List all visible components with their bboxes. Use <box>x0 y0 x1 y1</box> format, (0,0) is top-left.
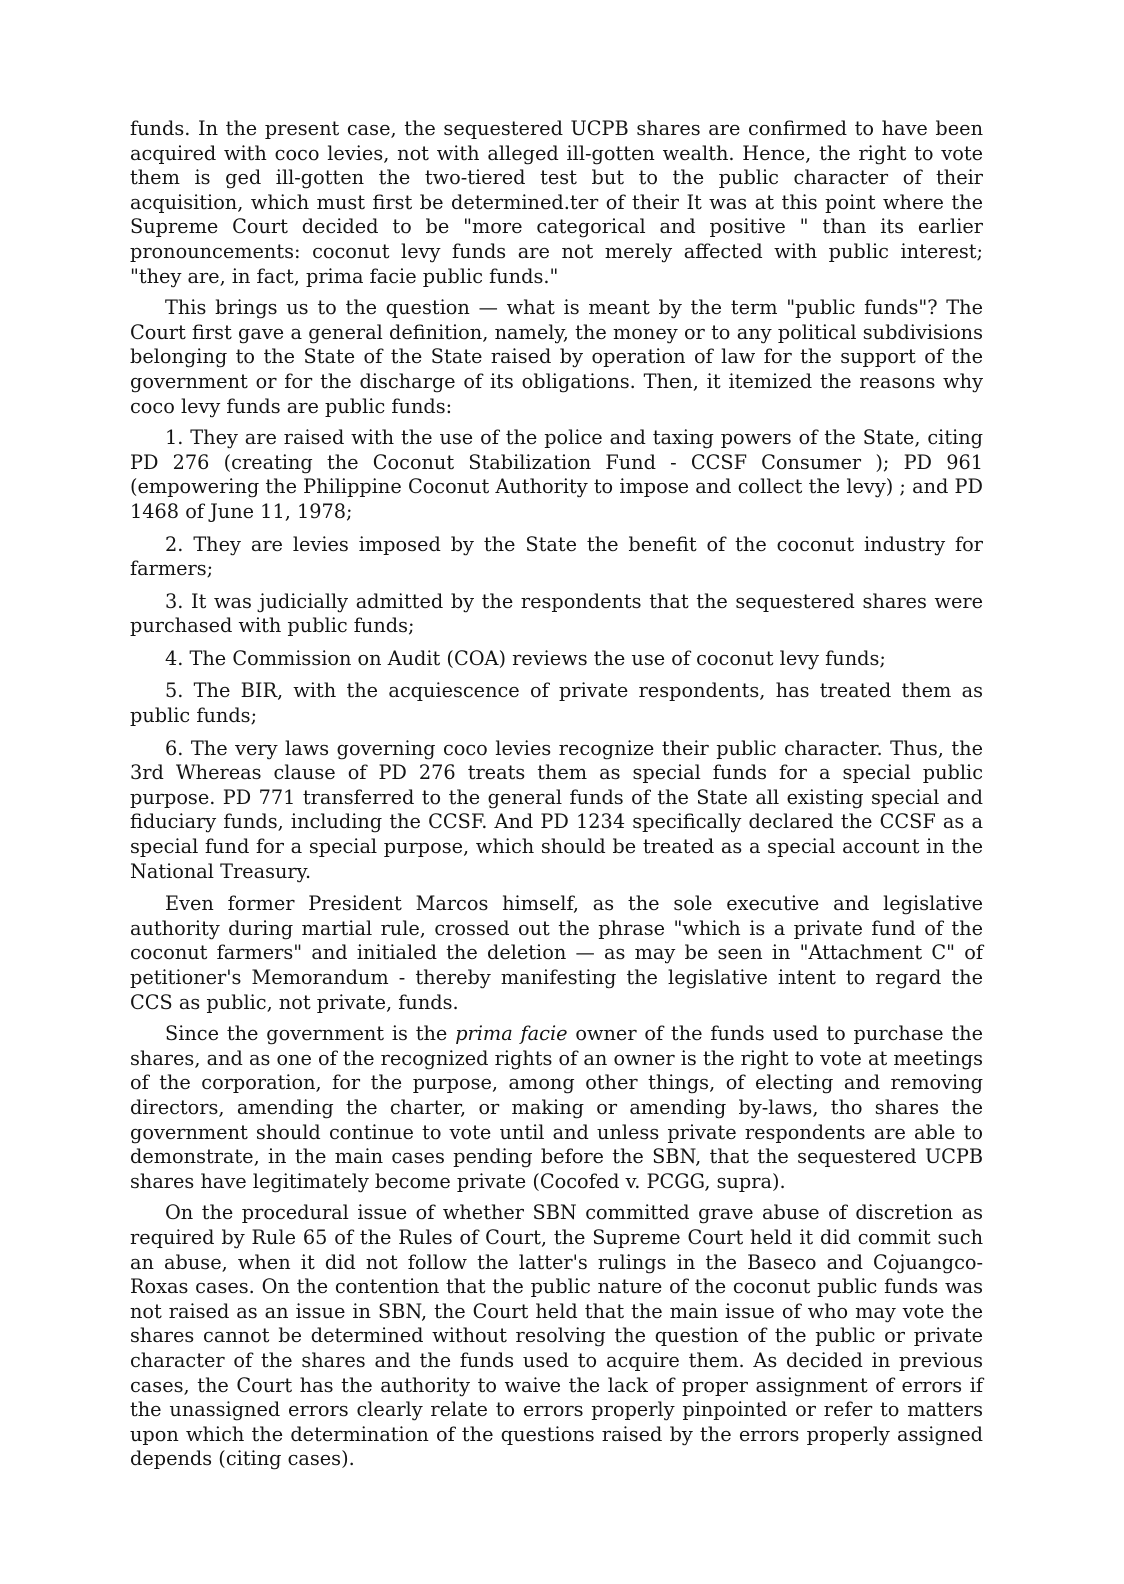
paragraph-continuation: funds. In the present case, the sequestered UCPB shares are confirmed to have been acquired with coco levies, not with alleged ill-gotten wealth. Hence, the right to vote them is ged ill-gotten the two-tiered test but to the public character of their acquisition, which must first be determined.ter of their It was at this point where the Supreme Court decided to be "more categorical and positive " than its earlier pronouncements: coconut levy funds are not merely affected with public interest; "they are, in fact, prima facie public funds." <box>130 117 983 288</box>
paragraph-government-owner-start: Since the government is the <box>165 1022 456 1046</box>
list-item-1: 1. They are raised with the use of the police and taxing powers of the State, citing PD 276 (creating the Coconut Stabilization Fund - CCSF Consumer ); PD 961 (empowering the Philippine Coconut Authority to impose and collect the levy) ; and PD 1468 of June 11, 1978; <box>130 426 983 523</box>
prima-facie-italic: prima facie <box>455 1022 568 1046</box>
paragraph-procedural-issue: On the procedural issue of whether SBN committed grave abuse of discretion as required by Rule 65 of the Rules of Court, the Supreme Court held it did commit such an abuse, when it did not follow the latter's rulings in the Baseco and Cojuangco-Roxas cases. On the contention that the public nature of the coconut public funds was not raised as an issue in SBN, the Court held that the main issue of who may vote the shares cannot be determined without resolving the question of the public or private character of the shares and the funds used to acquire them. As decided in previous cases, the Court has the authority to waive the lack of proper assignment of errors if the unassigned errors clearly relate to errors properly pinpointed or refer to matters upon which the determination of the questions raised by the errors properly assigned depends (citing cases). <box>130 1201 983 1471</box>
document-page <box>130 117 983 1479</box>
list-item-5: 5. The BIR, with the acquiescence of private respondents, has treated them as public funds; <box>130 679 983 728</box>
paragraph-public-funds-definition: This brings us to the question — what is meant by the term "public funds"? The Court first gave a general definition, namely, the money or to any political subdivisions belonging to the State of the State raised by operation of law for the support of the government or for the discharge of its obligations. Then, it itemized the reasons why coco levy funds are public funds: <box>130 296 983 418</box>
list-item-4: 4. The Commission on Audit (COA) reviews the use of coconut levy funds; <box>165 646 886 670</box>
list-item-6: 6. The very laws governing coco levies recognize their public character. Thus, the 3rd Whereas clause of PD 276 treats them as special funds for a special public purpose. PD 771 transferred to the general funds of the State all existing special and fiduciary funds, including the CCSF. And PD 1234 specifically declared the CCSF as a special fund for a special purpose, which should be treated as a special account in the National Treasury. <box>130 736 983 883</box>
paragraph-government-owner <box>130 1022 983 1194</box>
paragraph-marcos: Even former President Marcos himself, as the sole executive and legislative authority during martial rule, crossed out the phrase "which is a private fund of the coconut farmers" and initialed the deletion — as may be seen in "Attachment C" of petitioner's Memorandum - thereby manifesting the legislative intent to regard the CCS as public, not private, funds. <box>130 892 983 1014</box>
list-item-3: 3. It was judicially admitted by the respondents that the sequestered shares were purchased with public funds; <box>130 589 983 638</box>
list-item-2: 2. They are levies imposed by the State the benefit of the coconut industry for farmers; <box>130 532 983 581</box>
paragraph-government-owner-end: owner of the funds used to purchase the shares, and as one of the recognized rights of an owner is the right to vote at meetings of the corporation, for the purpose, among other things, of electing and removing directors, amending the charter, or making or amending by-laws, tho shares the government should continue to vote until and unless private respondents are able to demonstrate, in the main cases pending before the SBN, that the sequestered UCPB shares have legitimately become private (Cocofed v. PCGG, supra). <box>130 1022 983 1193</box>
